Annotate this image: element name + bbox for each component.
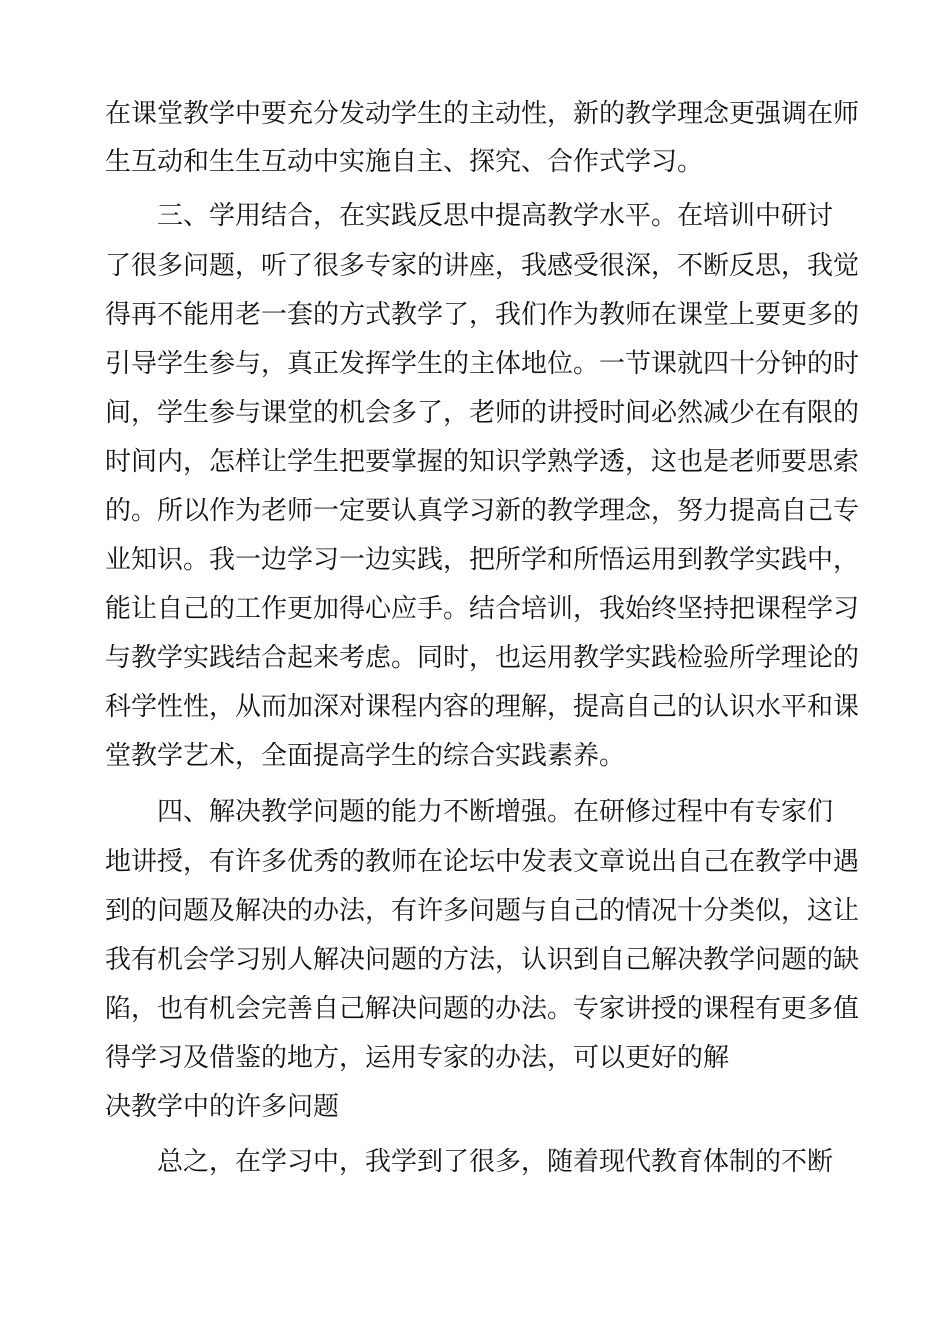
text-line: 我有机会学习别人解决问题的方法，认识到自己解决教学问题的缺 bbox=[105, 945, 860, 975]
text-line: 到的问题及解决的办法，有许多问题与自己的情况十分类似，这让 bbox=[105, 896, 860, 926]
text-line: 能让自己的工作更加得心应手。结合培训，我始终坚持把课程学习 bbox=[105, 594, 860, 624]
paragraph-start-line: 三、学用结合，在实践反思中提高教学水平。在培训中研讨 bbox=[157, 201, 834, 231]
text-line: 地讲授，有许多优秀的教师在论坛中发表文章说出自己在教学中遇 bbox=[105, 847, 860, 877]
text-line: 了很多问题，听了很多专家的讲座，我感受很深，不断反思，我觉 bbox=[105, 251, 860, 281]
text-line: 业知识。我一边学习一边实践，把所学和所悟运用到教学实践中， bbox=[105, 545, 860, 575]
text-line: 的。所以作为老师一定要认真学习新的教学理念，努力提高自己专 bbox=[105, 496, 860, 526]
text-line: 堂教学艺术，全面提高学生的综合实践素养。 bbox=[105, 741, 626, 771]
text-line: 与教学实践结合起来考虑。同时，也运用教学实践检验所学理论的 bbox=[105, 643, 860, 673]
paragraph-start-line: 总之，在学习中，我学到了很多，随着现代教育体制的不断 bbox=[157, 1147, 834, 1177]
text-line: 生互动和生生互动中实施自主、探究、合作式学习。 bbox=[105, 147, 704, 177]
text-line: 引导学生参与，真正发挥学生的主体地位。一节课就四十分钟的时 bbox=[105, 349, 860, 379]
text-line: 科学性性，从而加深对课程内容的理解，提高自己的认识水平和课 bbox=[105, 692, 860, 722]
text-line: 得学习及借鉴的地方，运用专家的办法，可以更好的解 bbox=[105, 1043, 730, 1073]
text-line: 得再不能用老一套的方式教学了，我们作为教师在课堂上要更多的 bbox=[105, 300, 860, 330]
text-line: 在课堂教学中要充分发动学生的主动性，新的教学理念更强调在师 bbox=[105, 99, 860, 129]
paragraph-start-line: 四、解决教学问题的能力不断增强。在研修过程中有专家们 bbox=[157, 797, 834, 827]
text-line: 决教学中的许多问题 bbox=[105, 1092, 340, 1122]
text-line: 陷，也有机会完善自己解决问题的办法。专家讲授的课程有更多值 bbox=[105, 994, 860, 1024]
text-line: 间，学生参与课堂的机会多了，老师的讲授时间必然减少在有限的 bbox=[105, 398, 860, 428]
text-line: 时间内，怎样让学生把要掌握的知识学熟学透，这也是老师要思索 bbox=[105, 447, 860, 477]
